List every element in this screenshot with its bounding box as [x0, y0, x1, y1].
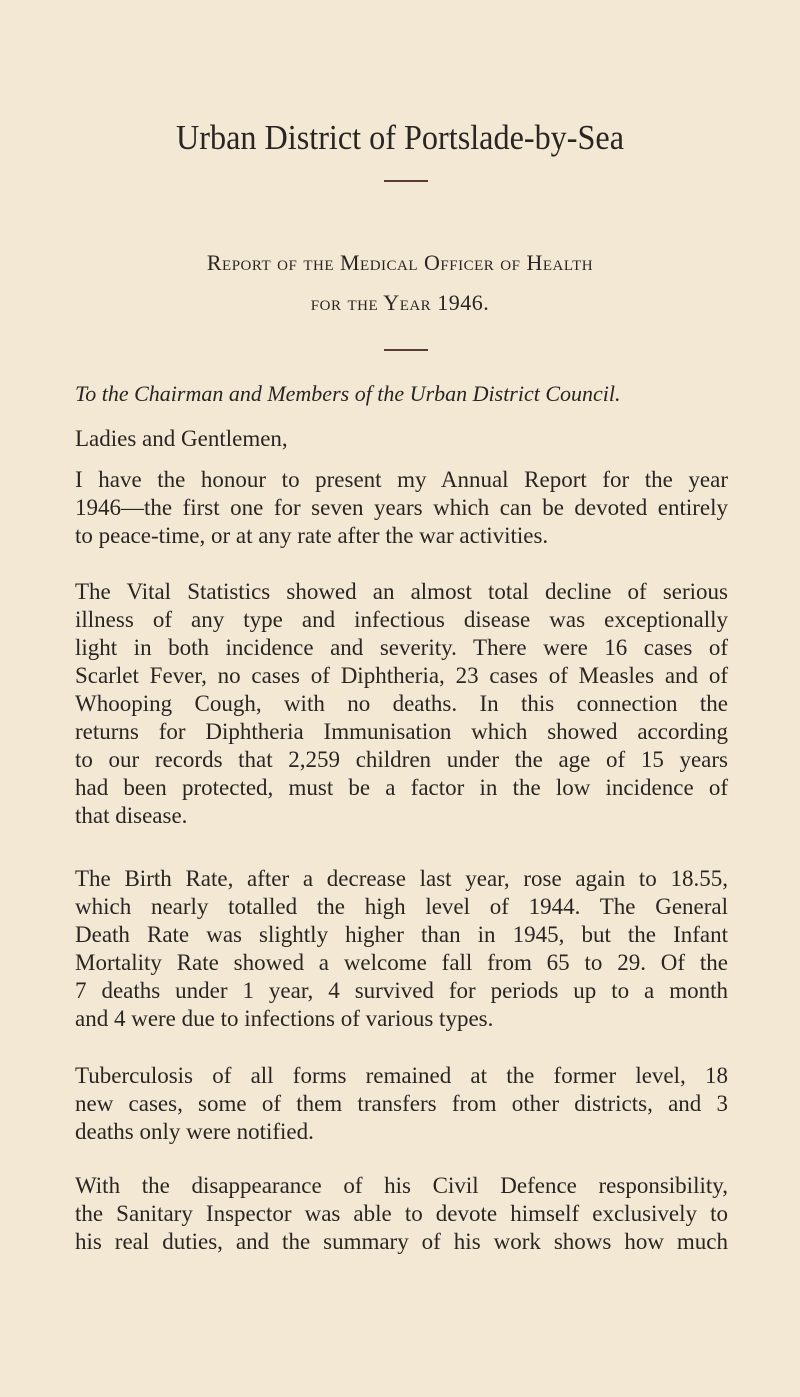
- text-line: The Vital Statistics showed an almost total decline of serious: [75, 579, 728, 604]
- paragraph-4: [75, 1062, 728, 1146]
- text-line: Mortality Rate showed a welcome fall from 65 to 29. Of the: [75, 950, 728, 975]
- text-line: that disease.: [75, 803, 188, 828]
- text-line: and 4 were due to infections of various types.: [75, 1006, 494, 1031]
- text-line: to our records that 2,259 children under the age of 15 years: [75, 747, 728, 772]
- text-line: the Sanitary Inspector was able to devote himself exclusively to: [75, 1201, 728, 1226]
- paragraph-3: [75, 865, 728, 1033]
- paragraph-2: [75, 578, 728, 830]
- text-line: Scarlet Fever, no cases of Diphtheria, 23 cases of Measles and of: [75, 663, 728, 688]
- text-line: his real duties, and the summary of his work shows how much: [75, 1229, 728, 1254]
- text-line: 7 deaths under 1 year, 4 survived for periods up to a month: [75, 978, 728, 1003]
- text-line: 1946—the first one for seven years which can be devoted entirely: [75, 495, 728, 520]
- text-line: With the disappearance of his Civil Defence responsibility,: [75, 1173, 728, 1198]
- text-line: deaths only were notified.: [75, 1119, 314, 1144]
- text-line: Tuberculosis of all forms remained at the former level, 18: [75, 1063, 728, 1088]
- text-line: illness of any type and infectious disease was exceptionally: [75, 607, 728, 632]
- text-line: had been protected, must be a factor in the low incidence of: [75, 775, 728, 800]
- address-line: To the Chairman and Members of the Urban District Council.: [75, 381, 621, 406]
- text-line: which nearly totalled the high level of 1944. The General: [75, 894, 728, 919]
- text-line: to peace-time, or at any rate after the war activities.: [75, 523, 549, 548]
- divider: [384, 180, 428, 182]
- text-line: The Birth Rate, after a decrease last year, rose again to 18.55,: [75, 866, 728, 891]
- text-line: Death Rate was slightly higher than in 1945, but the Infant: [75, 922, 728, 947]
- text-line: returns for Diphtheria Immunisation which showed according: [75, 719, 728, 744]
- text-line: Whooping Cough, with no deaths. In this connection the: [75, 691, 728, 716]
- salutation: Ladies and Gentlemen,: [75, 426, 288, 451]
- divider: [384, 349, 428, 351]
- paragraph-5: [75, 1172, 728, 1256]
- text-line: light in both incidence and severity. There were 16 cases of: [75, 635, 728, 660]
- paragraph-1: [75, 466, 728, 550]
- text-line: new cases, some of them transfers from other districts, and 3: [75, 1091, 728, 1116]
- report-subtitle: Report of the Medical Officer of Health: [206, 250, 594, 275]
- page-title: Urban District of Portslade-by-Sea: [175, 118, 625, 157]
- report-year: for the Year 1946.: [310, 290, 490, 315]
- text-line: I have the honour to present my Annual Report for the year: [75, 467, 728, 492]
